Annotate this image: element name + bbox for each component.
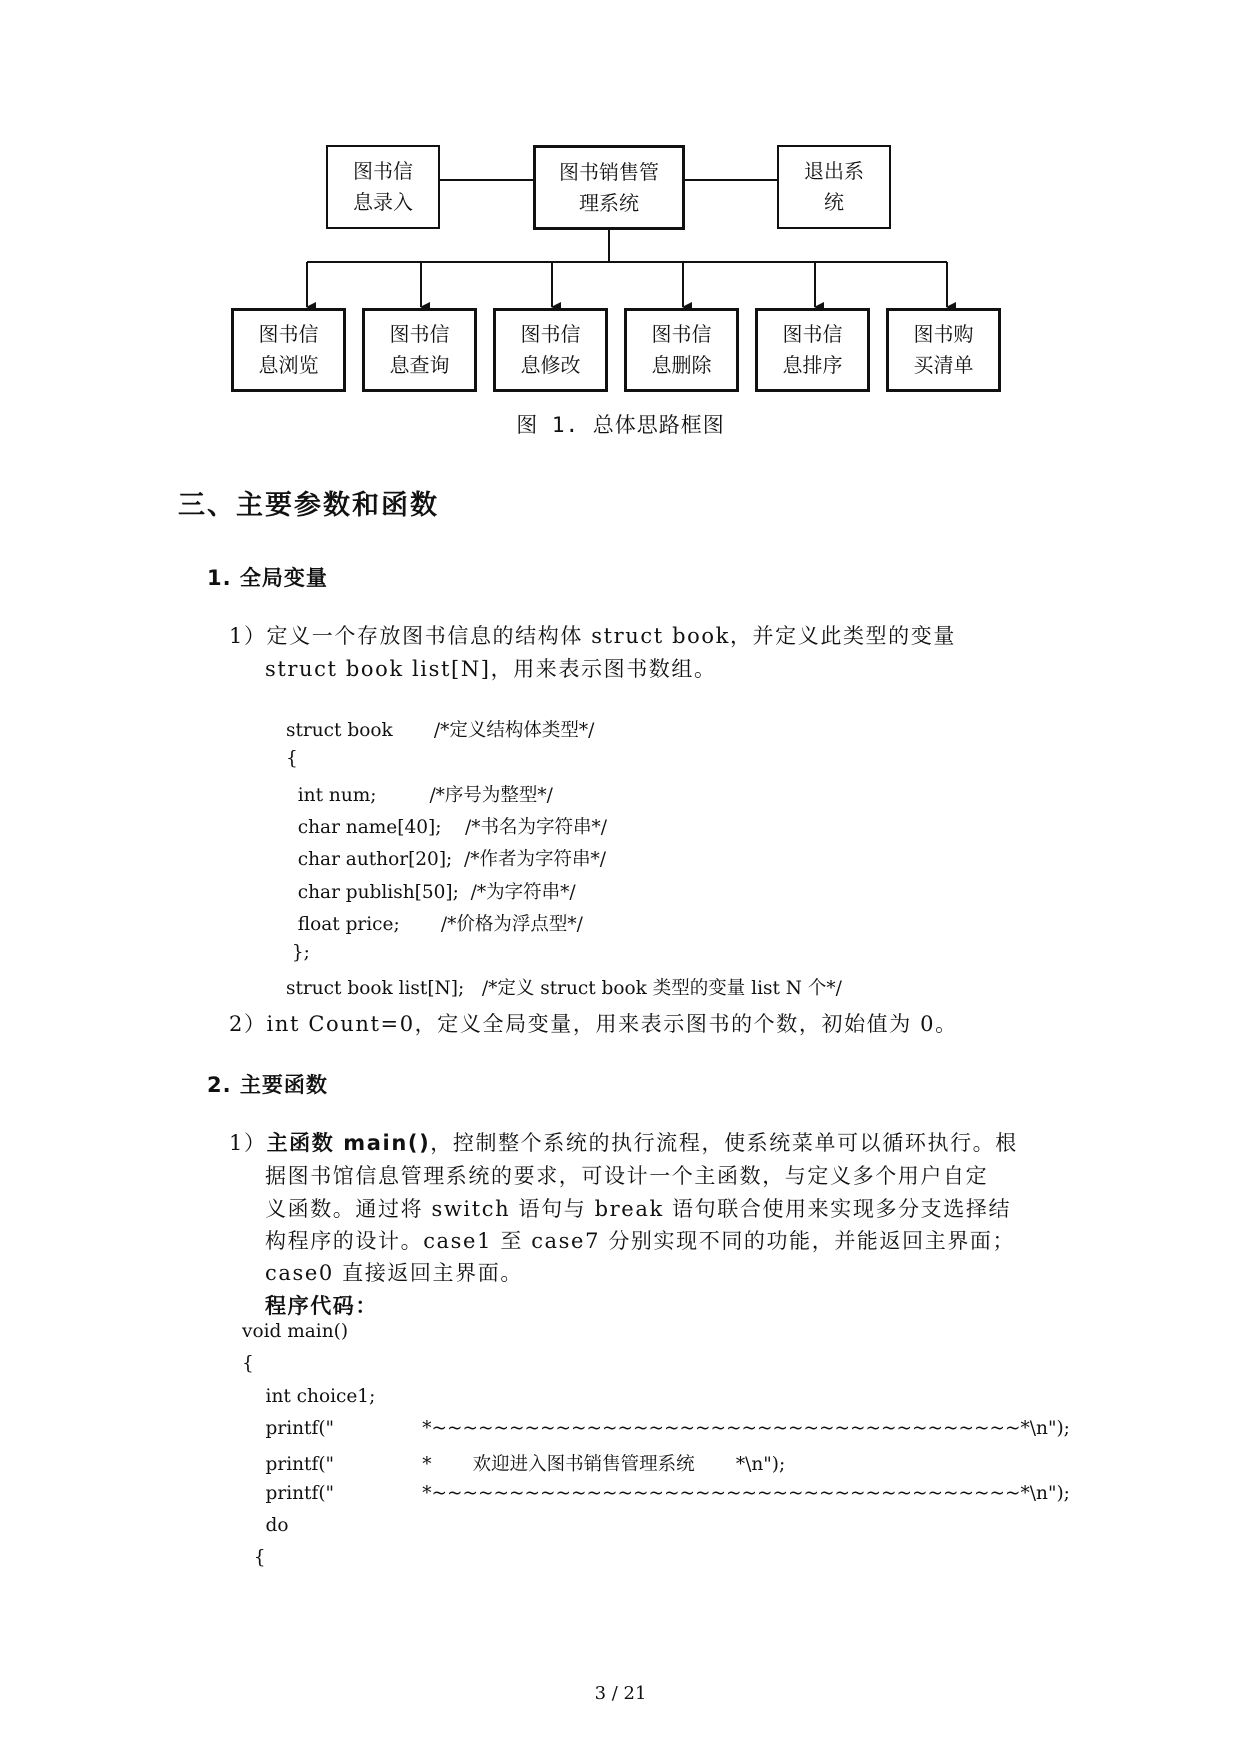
subsection-title-global-vars: 1. 全局变量 <box>207 566 328 590</box>
code-line: printf(" *~~~~~~~~~~~~~~~~~~~~~~~~~~~~~~~~~~~~~~*\n"); <box>242 1417 1070 1439</box>
box-book-info-sort <box>755 308 870 392</box>
code-line: struct book /*定义结构体类型*/ <box>286 720 595 741</box>
code-line: do <box>242 1514 289 1536</box>
box-book-info-modify <box>493 308 608 392</box>
box-book-info-browse <box>231 308 346 392</box>
code-line: { <box>242 1547 266 1569</box>
code-line: printf(" *~~~~~~~~~~~~~~~~~~~~~~~~~~~~~~~~~~~~~~*\n"); <box>242 1482 1070 1504</box>
box-label: 图书信 息录入 <box>353 159 413 214</box>
subsection-title-main-funcs: 2. 主要函数 <box>207 1073 328 1097</box>
box-label: 图书信 息浏览 <box>258 322 319 377</box>
overall-framework-diagram <box>0 0 1241 400</box>
code-line: char name[40]; /*书名为字符串*/ <box>286 816 607 838</box>
main-func-line4: 构程序的设计。case1 至 case7 分别实现不同的功能，并能返回主界面； <box>265 1229 1016 1253</box>
main-func-bold: 主函数 main() <box>266 1131 431 1155</box>
code-line: { <box>286 748 298 770</box>
page-number: 3 / 21 <box>594 1683 647 1704</box>
box-label: 图书信 息修改 <box>520 322 581 377</box>
code-line: int choice1; <box>242 1385 376 1407</box>
global-var-item1-line1: 1）定义一个存放图书信息的结构体 struct book，并定义此类型的变量 <box>229 624 956 648</box>
main-func-line3: 义函数。通过将 switch 语句与 break 语句联合使用来实现多分支选择结 <box>265 1197 1012 1221</box>
box-book-info-query <box>362 308 477 392</box>
code-line: struct book list[N]; /*定义 struct book 类型的变量 list N 个*/ <box>286 978 842 1000</box>
code-label: 程序代码： <box>265 1294 378 1318</box>
code-line: float price; /*价格为浮点型*/ <box>286 913 583 935</box>
code-line: char author[20]; /*作者为字符串*/ <box>286 849 607 871</box>
box-label: 图书销售管 理系统 <box>559 159 659 215</box>
box-label: 图书信 息查询 <box>389 322 450 377</box>
box-exit-system <box>777 145 891 229</box>
global-var-item2: 2）int Count=0，定义全局变量，用来表示图书的个数，初始值为 0。 <box>229 1012 958 1036</box>
box-book-info-entry <box>326 145 440 229</box>
global-var-item1-line2: struct book list[N]，用来表示图书数组。 <box>265 657 717 681</box>
item-prefix: 1） <box>229 1131 267 1155</box>
box-purchase-list <box>886 308 1001 392</box>
box-label: 图书信 息删除 <box>651 322 712 377</box>
code-line: int num; /*序号为整型*/ <box>286 784 553 806</box>
box-book-info-delete <box>624 308 739 392</box>
code-line: }; <box>286 942 310 964</box>
figure-caption: 图 1. 总体思路框图 <box>516 413 725 437</box>
box-label: 退出系 统 <box>804 159 864 214</box>
main-func-line5: case0 直接返回主界面。 <box>265 1261 523 1285</box>
item-rest: ，控制整个系统的执行流程，使系统菜单可以循环执行。根 <box>430 1131 1018 1155</box>
code-line: char publish[50]; /*为字符串*/ <box>286 881 576 903</box>
main-func-line2: 据图书馆信息管理系统的要求，可设计一个主函数，与定义多个用户自定 <box>265 1164 989 1188</box>
section-title: 三、主要参数和函数 <box>178 490 439 521</box>
code-line: void main() <box>242 1321 349 1342</box>
box-label: 图书信 息排序 <box>782 322 843 377</box>
code-line: printf(" * 欢迎进入图书销售管理系统 *\n"); <box>242 1454 786 1476</box>
box-label: 图书购 买清单 <box>913 322 974 377</box>
main-func-item1-line1 <box>229 1127 1018 1157</box>
code-line: { <box>242 1353 254 1375</box>
box-book-sales-system <box>533 145 685 230</box>
